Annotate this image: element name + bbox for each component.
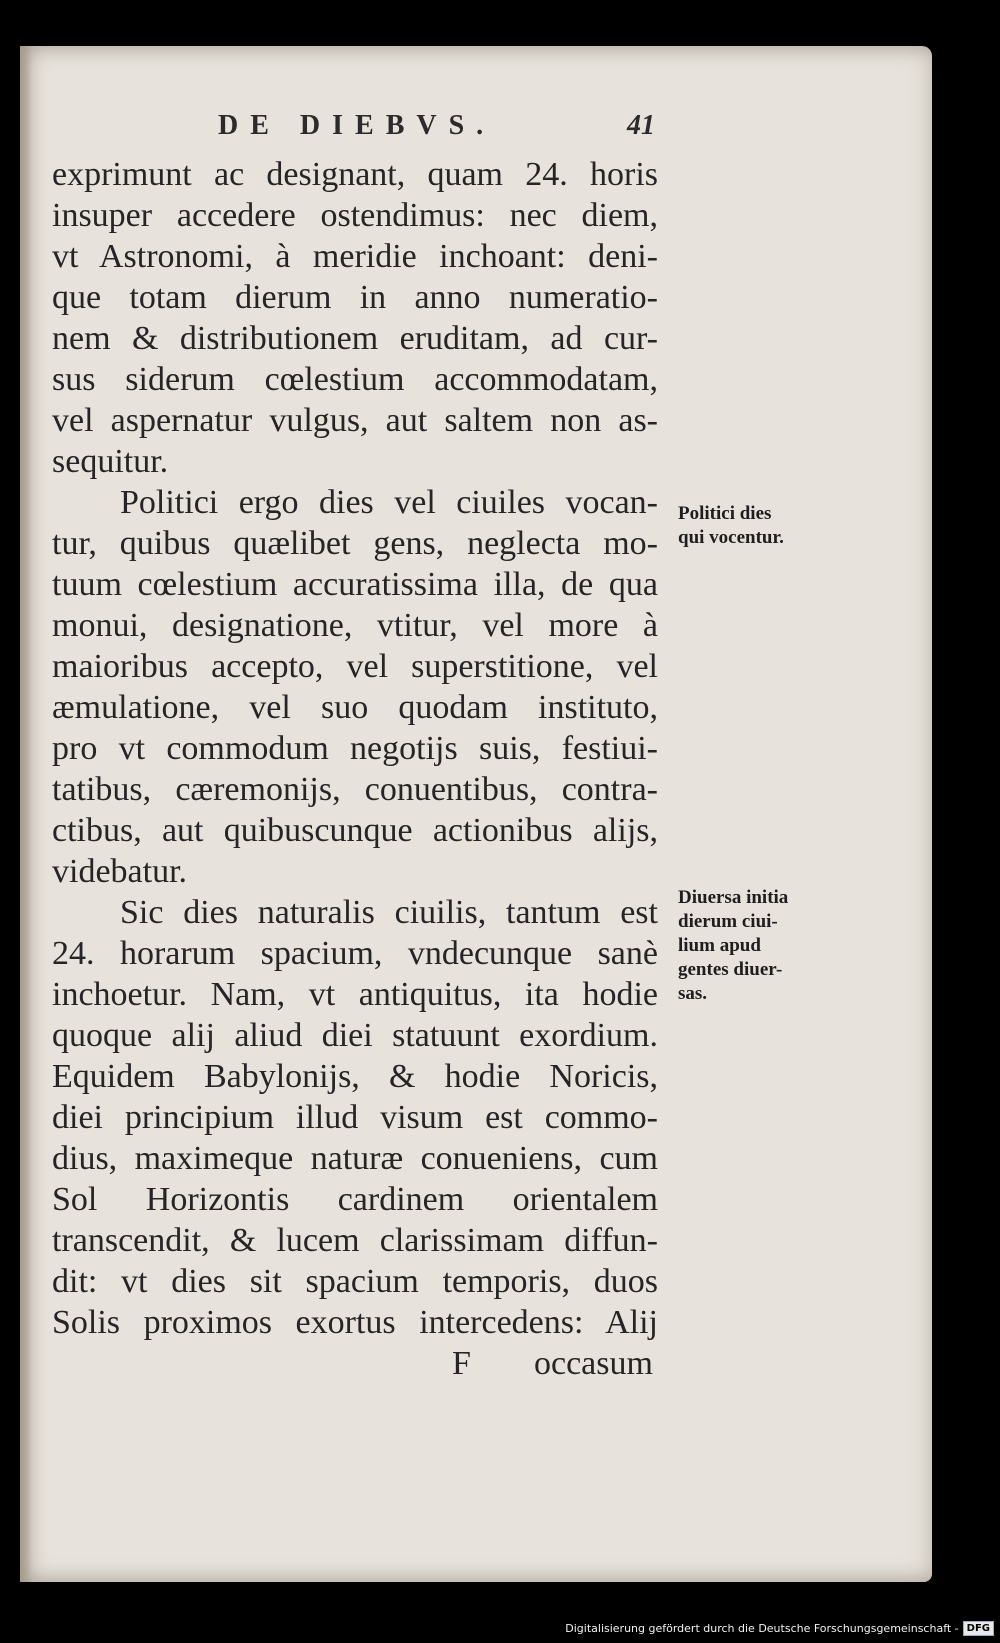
book-page (20, 46, 932, 1582)
text-line: transcendit, & lucem clarissimam diffun- (52, 1222, 658, 1259)
text-line: ctibus, aut quibuscunque actionibus alijs, (52, 812, 658, 849)
text-line: vt Astronomi, à meridie inchoant: deni- (52, 238, 658, 275)
text-line: dius, maximeque naturæ conueniens, cum (52, 1140, 658, 1177)
margin-note-line: gentes diuer- (678, 959, 783, 980)
funding-credit: Digitalisierung gefördert durch die Deutsche Forschungsgemeinschaft - (565, 1621, 959, 1635)
body-text (52, 154, 658, 1384)
margin-note-politici (678, 502, 848, 550)
text-line: pro vt commodum negotijs suis, festiui- (52, 730, 658, 767)
text-line: sus siderum cœlestium accommodatam, (52, 361, 658, 398)
margin-note-line: Diuersa initia (678, 887, 789, 908)
text-line: tatibus, cæremonijs, conuentibus, contra- (52, 771, 658, 808)
text-line: insuper accedere ostendimus: nec diem, (52, 197, 658, 234)
text-line: Solis proximos exortus intercedens: Alij (52, 1304, 658, 1341)
catchline (52, 1343, 658, 1384)
signature-mark: F (452, 1345, 471, 1382)
text-line: que totam dierum in anno numeratio- (52, 279, 658, 316)
margin-note-line: Politici dies (678, 503, 772, 524)
text-line: vel aspernatur vulgus, aut saltem non as- (52, 402, 658, 439)
catchword: occasum (534, 1345, 653, 1382)
text-line: dit: vt dies sit spacium temporis, duos (52, 1263, 658, 1300)
text-line: tur, quibus quælibet gens, neglecta mo- (52, 525, 658, 562)
text-line: tuum cœlestium accuratissima illa, de qua (52, 566, 658, 603)
margin-note-line: qui vocentur. (678, 527, 784, 548)
text-line: monui, designatione, vtitur, vel more à (52, 607, 658, 644)
text-line: Sol Horizontis cardinem orientalem (52, 1181, 658, 1218)
text-line: diei principium illud visum est commo- (52, 1099, 658, 1136)
text-line: Sic dies naturalis ciuilis, tantum est (120, 894, 658, 931)
running-head (20, 110, 932, 150)
text-line: inchoetur. Nam, vt antiquitus, ita hodie (52, 976, 658, 1013)
text-line: Equidem Babylonijs, & hodie Noricis, (52, 1058, 658, 1095)
text-line: Politici ergo dies vel ciuiles vocan- (120, 484, 658, 521)
text-line: sequitur. (52, 443, 169, 480)
margin-note-line: sas. (678, 983, 708, 1004)
text-line: 24. horarum spacium, vndecunque sanè (52, 935, 658, 972)
running-head-title: DE DIEBVS. (218, 110, 496, 141)
page-number: 41 (627, 110, 655, 141)
margin-note-line: dierum ciui- (678, 911, 778, 932)
text-line: nem & distributionem eruditam, ad cur- (52, 320, 658, 357)
text-line: exprimunt ac designant, quam 24. horis (52, 156, 658, 193)
text-line: videbatur. (52, 853, 188, 890)
text-line: quoque alij aliud diei statuunt exordium. (52, 1017, 658, 1054)
text-line: æmulatione, vel suo quodam instituto, (52, 689, 658, 726)
text-line: maioribus accepto, vel superstitione, vel (52, 648, 658, 685)
margin-note-diuersa-initia (678, 886, 848, 1006)
margin-note-line: lium apud (678, 935, 761, 956)
funding-footer (565, 1617, 994, 1639)
dfg-logo: DFG (963, 1621, 994, 1636)
page-gutter-shadow (20, 46, 32, 1582)
